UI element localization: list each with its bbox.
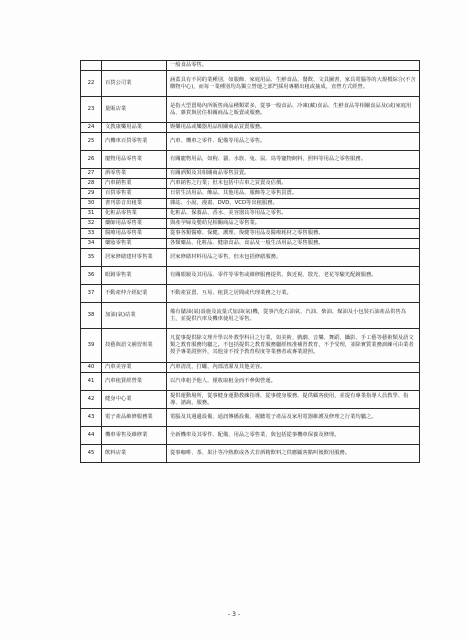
table-row xyxy=(81,151,420,169)
table-row xyxy=(81,199,420,209)
business-description: 娛樂用品或樂器用品相關商品買賣服務。 xyxy=(167,123,420,133)
table-row xyxy=(81,445,420,463)
row-number xyxy=(81,61,102,71)
business-description: 有關眼鏡及其用品、零件等零售或維修服務提供，與近視、散光、老花等驗光配鏡服務。 xyxy=(167,267,420,285)
row-number: 45 xyxy=(81,445,102,463)
business-name: 汽車租賃經營業 xyxy=(102,373,167,391)
table-row xyxy=(81,219,420,229)
business-name: 不動產仲介經紀業 xyxy=(102,285,167,303)
business-name: 眼鏡零售業 xyxy=(102,267,167,285)
business-description: 備有儲油(氣)設施及流量式加油(氣)機，從事汽化石油氣、汽油、柴油、煤油及小包裝石油產品供售為主，並提供汽車及機車使用之零售。 xyxy=(167,303,420,329)
business-name: 加油(氣)站業 xyxy=(102,303,167,329)
table-row xyxy=(81,123,420,133)
table-row xyxy=(81,209,420,219)
table-row xyxy=(81,409,420,427)
business-name: 文教康樂用品業 xyxy=(102,123,167,133)
row-number: 39 xyxy=(81,329,102,363)
table-row xyxy=(81,179,420,189)
row-number: 24 xyxy=(81,123,102,133)
business-description: 居家修繕材料用品之零售，但未包括修繕服務。 xyxy=(167,249,420,267)
business-description: 全新機車及其零件、配備、用品之零售業，與包括從事機車保養及修理。 xyxy=(167,427,420,445)
table-row xyxy=(81,363,420,373)
business-description: 日常生活用品、飾品、其他用品、服飾等之零售買賣。 xyxy=(167,189,420,199)
table-row xyxy=(81,427,420,445)
business-name: 技藝與語文補習班業 xyxy=(102,329,167,363)
business-description: 從事各類醫療、保健、護理、復健等用品及醫療耗材之零售服務。 xyxy=(167,229,420,239)
table-row xyxy=(81,229,420,239)
row-number: 34 xyxy=(81,239,102,249)
business-name: 飲料店業 xyxy=(102,445,167,463)
business-description: 有關酒類及其相關商品零售買賣。 xyxy=(167,169,420,179)
row-number: 41 xyxy=(81,373,102,391)
business-description: 提供運動場所，從事健身運動教練指導，從事健身服務，提供顧客使用，並提有專業指導人員教學、指導、諮詢、服務。 xyxy=(167,391,420,409)
row-number: 31 xyxy=(81,209,102,219)
row-number: 29 xyxy=(81,189,102,199)
row-number: 40 xyxy=(81,363,102,373)
row-number: 26 xyxy=(81,151,102,169)
row-number: 35 xyxy=(81,249,102,267)
row-number: 44 xyxy=(81,427,102,445)
row-number: 22 xyxy=(81,71,102,97)
business-description: 汽車清洗、打蠟、內部清潔及其他美容。 xyxy=(167,363,420,373)
table-row xyxy=(81,267,420,285)
business-name: 汽機車百貨零售業 xyxy=(102,133,167,151)
business-name: 百貨公司業 xyxy=(102,71,167,97)
table-row xyxy=(81,239,420,249)
business-description: 以汽車租予他人，僅收取租金而不參與營運。 xyxy=(167,373,420,391)
table-row xyxy=(81,133,420,151)
business-name: 醫療用品零售業 xyxy=(102,229,167,239)
business-name: 居家修繕建材零售業 xyxy=(102,249,167,267)
business-description: 不動產買賣、互易、租賃之居間或代理業務之行業。 xyxy=(167,285,420,303)
business-description: 是指大型賣場內所販售商品種類眾多，從事一般食品、冷凍(藏)食品、生鮮食品等相關食品及(或)家庭用品、雜貨與居住相關商品之販賣或服務。 xyxy=(167,97,420,123)
table-row xyxy=(81,285,420,303)
business-category-table xyxy=(80,60,420,463)
row-number: 30 xyxy=(81,199,102,209)
business-description: 一般食品零售。 xyxy=(167,61,420,71)
business-name: 藥妝零售業 xyxy=(102,239,167,249)
table-row xyxy=(81,61,420,71)
business-description: 有關寵物用品，如狗、貓、水族、兔、鼠、鳥等寵物飼料，照料等用品之零售服務。 xyxy=(167,151,420,169)
business-description: 與產孕婦及嬰幼兒相關商品之零售業。 xyxy=(167,219,420,229)
business-name: 汽車銷售業 xyxy=(102,179,167,189)
row-number: 27 xyxy=(81,169,102,179)
business-name: 百貨零售業 xyxy=(102,189,167,199)
row-number: 42 xyxy=(81,391,102,409)
business-name xyxy=(102,61,167,71)
business-description: 雜誌、小說、漫畫、DVD、VCD等出租服務。 xyxy=(167,199,420,209)
business-description: 凡從事提供除文理升學以外教學科目之行業，如美術、戲劇、音樂、舞蹈、攝影、手工藝等藝術類及語文類之教育服務均屬之。不包括提供之教育服務屬經核准補習教育，不予受理，並除實質業務訓練可由業者授予專業證照外，其他並不授予教育程度等業務者或專業證照。 xyxy=(167,329,420,363)
table-row xyxy=(81,189,420,199)
business-description: 汽車、機車之零件、配備等用品之零售。 xyxy=(167,133,420,151)
business-name: 汽車美容業 xyxy=(102,363,167,373)
row-number: 25 xyxy=(81,133,102,151)
table-row xyxy=(81,71,420,97)
business-name: 藥師用品零售業 xyxy=(102,219,167,229)
table-row xyxy=(81,329,420,363)
business-description: 汽車銷售之行業；但未包括中古車之買賣及估價。 xyxy=(167,179,420,189)
page-number: - 3 - xyxy=(228,611,240,618)
business-description: 涵蓋具有不同的業種別，如服飾、家庭用品、生鮮食品、餐飲、文具圖書，家具電腦等的大規模綜合(不含購物中心)，而每一業種別均為獨立營運之部門採用專櫃出租或抽成，直營方式經營。 xyxy=(167,71,420,97)
business-description: 化粧品、保養品、香水、美容器具等用品之零售。 xyxy=(167,209,420,219)
table-row xyxy=(81,303,420,329)
row-number: 33 xyxy=(81,229,102,239)
table-row xyxy=(81,373,420,391)
row-number: 36 xyxy=(81,267,102,285)
row-number: 37 xyxy=(81,285,102,303)
row-number: 38 xyxy=(81,303,102,329)
table-body xyxy=(81,61,420,463)
table-row xyxy=(81,249,420,267)
row-number: 23 xyxy=(81,97,102,123)
business-name: 機車零售及維修業 xyxy=(102,427,167,445)
business-name: 電子產品維修服務業 xyxy=(102,409,167,427)
business-name: 量販店業 xyxy=(102,97,167,123)
table-row xyxy=(81,391,420,409)
row-number: 32 xyxy=(81,219,102,229)
table-row xyxy=(81,97,420,123)
row-number: 43 xyxy=(81,409,102,427)
business-name: 書刊影音出租業 xyxy=(102,199,167,209)
business-description: 從事咖啡、茶、果汁等冷熱飲或各式非酒精飲料之供應顧客點叫後飲用服務。 xyxy=(167,445,420,463)
business-name: 健身中心業 xyxy=(102,391,167,409)
business-name: 化粧品零售業 xyxy=(102,209,167,219)
business-name: 酒零售業 xyxy=(102,169,167,179)
business-description: 電腦及其週邊設備、通訊傳播設備、視聽電子產品及家用電器維護及修理之行業均屬之。 xyxy=(167,409,420,427)
table-row xyxy=(81,169,420,179)
row-number: 28 xyxy=(81,179,102,189)
business-name: 寵物用品零售業 xyxy=(102,151,167,169)
business-description: 各類藥品、化粧品、健康食品、食品及一般生活用品之零售服務。 xyxy=(167,239,420,249)
